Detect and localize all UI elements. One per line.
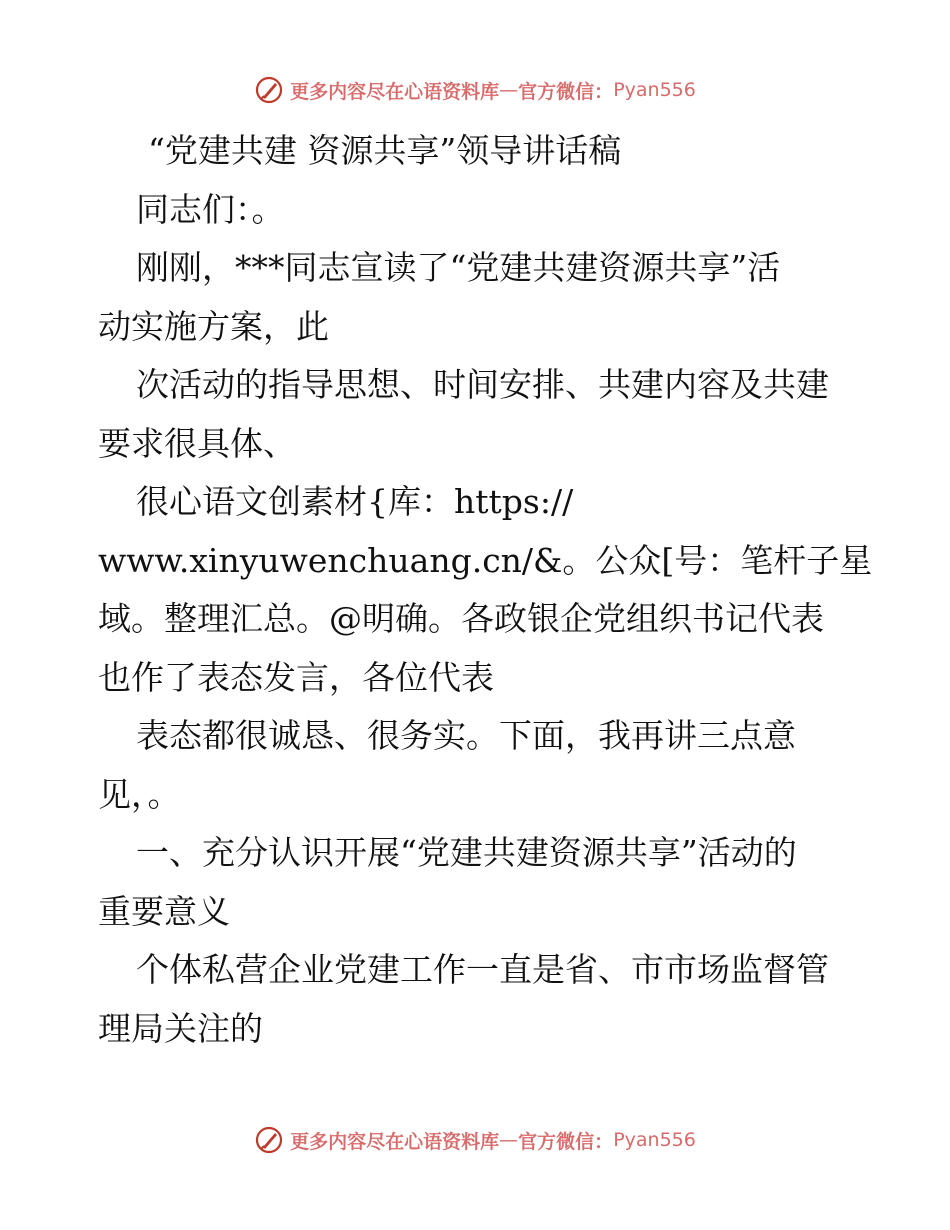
paragraph-line: 动实施方案，此 (98, 306, 329, 346)
paragraph-line: 见，。 (98, 774, 181, 814)
paragraph-line: 也作了表态发言，各位代表 (98, 657, 494, 697)
quill-logo-icon (254, 75, 284, 105)
paragraph-line: 次活动的指导思想、时间安排、共建内容及共建 (136, 365, 829, 404)
footer-watermark (0, 1120, 950, 1160)
paragraph-line: 表态都很诚恳、很务实。下面，我再讲三点意 (136, 716, 796, 755)
paragraph-line: 要求很具体、 (98, 423, 296, 463)
salutation: 同志们：。 (136, 189, 285, 229)
paragraph-line: 域。整理汇总。@明确。各政银企党组织书记代表 (98, 599, 824, 638)
document-body (98, 122, 873, 1058)
paragraph-line: www.xinyuwenchuang.cn/&。公众[号：笔杆子星 (98, 540, 873, 580)
watermark-text: 更多内容尽在心语资料库 (290, 80, 500, 103)
paragraph-line: 刚刚，***同志宣读了“党建共建资源共享”活 (136, 248, 781, 287)
watermark-wechat-id: Pyan556 (613, 1129, 696, 1151)
section-heading: 重要意义 (98, 891, 230, 931)
paragraph-line: 个体私营企业党建工作一直是省、市市场监督管 (136, 950, 829, 989)
paragraph-line: 很心语文创素材{库：https:// (136, 482, 574, 521)
watermark-wechat-id: Pyan556 (613, 79, 696, 101)
document-title: “党建共建 资源共享”领导讲话稿 (148, 131, 622, 170)
quill-logo-icon (254, 1125, 284, 1155)
section-heading: 一、充分认识开展“党建共建资源共享”活动的 (136, 833, 797, 872)
watermark-separator: — (499, 1129, 519, 1151)
watermark-text: 更多内容尽在心语资料库 (290, 1130, 500, 1153)
paragraph-line: 理局关注的 (98, 1008, 263, 1048)
watermark-wechat-label: 官方微信： (518, 80, 614, 103)
watermark-wechat-label: 官方微信： (518, 1130, 614, 1153)
header-watermark (0, 70, 950, 110)
watermark-separator: — (499, 79, 519, 101)
